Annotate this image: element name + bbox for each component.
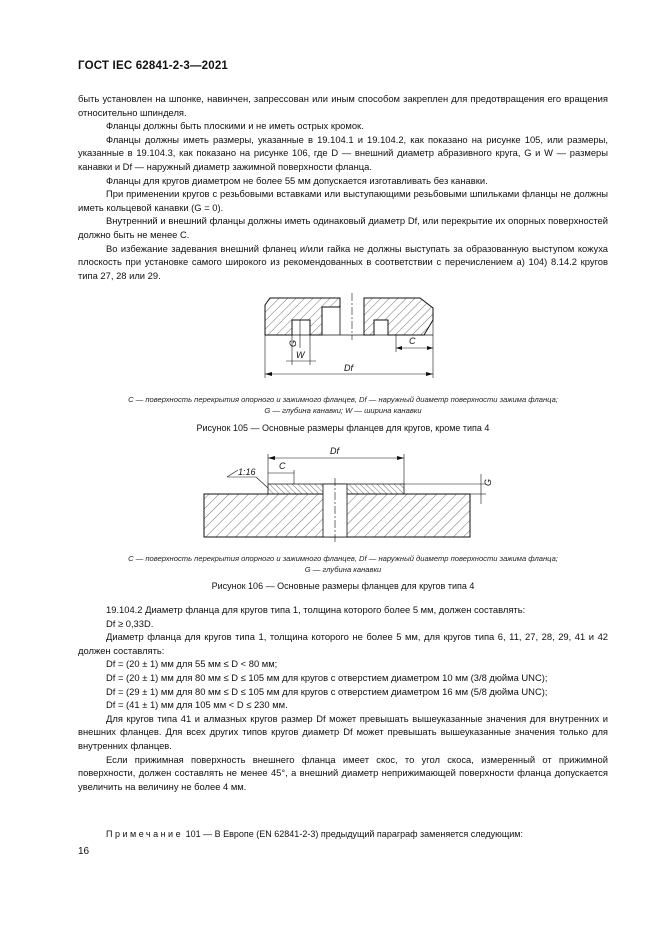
note-text: 101 — В Европе (EN 62841-2-3) предыдущий параграф заменяется следующим: bbox=[183, 829, 523, 839]
section-line-s5: Df = (20 ± 1) мм для 80 мм ≤ D ≤ 105 мм для кругов с отверстием диаметром 10 мм (3/8 дюйма UNC); bbox=[106, 671, 548, 683]
fig105-legend-line-2: G — глубина канавки; W — ширина канавки bbox=[264, 406, 422, 415]
fig106-label-slope: 1:16 bbox=[238, 467, 256, 477]
fig105-label-df: Df bbox=[344, 363, 353, 373]
note-label: Примечание bbox=[106, 829, 184, 839]
figure-105-legend bbox=[78, 394, 608, 416]
section-line-s9: Если прижимная поверхность внешнего фланца имеет скос, то угол скоса, измеренный от прижимной поверхности, должен составлять не менее 45°, а внешний диаметр неприжимающей поверхности фланца допускается увеличить на величину не более 4 мм. bbox=[78, 753, 608, 792]
paragraph-p4: Фланцы для кругов диаметром не более 55 мм допускается изготавливать без канавки. bbox=[106, 174, 488, 186]
fig106-legend-line-2: G — глубина канавки bbox=[304, 565, 382, 574]
fig106-legend-line-1: C — поверхность перекрытия опорного и зажимного фланцев, Df — наружный диаметр поверхности зажима фланца; bbox=[128, 554, 558, 563]
fig105-label-c: C bbox=[409, 336, 416, 346]
note-101 bbox=[106, 829, 606, 839]
fig106-label-c: C bbox=[279, 461, 286, 471]
page-number: 16 bbox=[78, 846, 90, 857]
figure-106-legend bbox=[78, 553, 608, 575]
paragraph-p5: При применении кругов с резьбовыми вставками или выступающими резьбовыми шпильками фланцы не должны иметь кольцевой канавки (G = 0). bbox=[78, 188, 608, 213]
figure-106-caption: Рисунок 106 — Основные размеры фланцев для кругов типа 4 bbox=[211, 581, 475, 591]
paragraph-p6: Внутренний и внешний фланцы должны иметь одинаковый диаметр Df, или перекрытие их опорных поверхностей должно быть не менее C. bbox=[78, 215, 608, 240]
section-line-s4: Df = (20 ± 1) мм для 55 мм ≤ D < 80 мм; bbox=[106, 658, 278, 670]
section-line-s1: 19.104.2 Диаметр фланца для кругов типа 1, толщина которого более 5 мм, должен составлять: bbox=[106, 604, 526, 615]
flange-105-left-body bbox=[265, 298, 340, 335]
section-line-s6: Df = (29 ± 1) мм для 80 мм ≤ D ≤ 105 мм для кругов с отверстием диаметром 16 мм (5/8 дюйма UNC); bbox=[106, 685, 548, 697]
paragraph-p7: Во избежание задевания внешний фланец и/или гайка не должны выступать за образованную выступом кожуха плоскость при установке самого широкого из рекомендованных в соответствии с перечислением а) 104) 8.14.2 кругов типа 27, 28 или 29. bbox=[78, 242, 608, 281]
fig105-legend-line-1: C — поверхность перекрытия опорного и зажимного фланцев, Df — наружный диаметр поверхности зажима фланца; bbox=[128, 395, 558, 404]
paragraph-p3: Фланцы должны иметь размеры, указанные в 19.104.1 и 19.104.2, как показано на рисунке 105, или размеры, указанные в 19.104.3, как показано на рисунке 106, где D — внешний диаметр абразивного круга, G и W — размеры канавки и Df — наружный диаметр зажимной поверхности фланца. bbox=[78, 133, 608, 172]
document-header: ГОСТ IEC 62841-2-3—2021 bbox=[78, 60, 229, 72]
section-line-s8: Для кругов типа 41 и алмазных кругов размер Df может превышать вышеуказанные значения для внутренних и внешних фланцев. Для всех других типов кругов диаметр Df может превышать вышеуказанные значения только для внутренних фланцев. bbox=[78, 712, 608, 751]
section-line-s2: Df ≥ 0,33D. bbox=[106, 617, 154, 629]
fig106-label-df: Df bbox=[330, 446, 339, 456]
intro-text bbox=[78, 92, 608, 282]
figure-105-drawing bbox=[0, 290, 661, 390]
paragraph-p1: быть установлен на шпонке, навинчен, запрессован или иным способом закреплен для предотвращения его вращения относительно шпинделя. bbox=[78, 93, 608, 118]
fig105-label-g: G bbox=[288, 339, 298, 347]
figure-105-caption: Рисунок 105 — Основные размеры фланцев для кругов, кроме типа 4 bbox=[196, 423, 490, 433]
section-19-104-2 bbox=[78, 603, 608, 793]
paragraph-p2: Фланцы должны быть плоскими и не иметь острых кромок. bbox=[106, 120, 364, 132]
flange-105-right-body bbox=[364, 298, 433, 335]
fig105-label-w: W bbox=[296, 350, 305, 360]
figure-106-drawing bbox=[0, 440, 661, 550]
section-line-s7: Df = (41 ± 1) мм для 105 мм < D ≤ 230 мм. bbox=[106, 699, 288, 711]
section-line-s3: Диаметр фланца для кругов типа 1, толщина которого не более 5 мм, для кругов типа 6, 11, 27, 28, 29, 41 и 42 должен составлять: bbox=[78, 631, 608, 656]
fig106-label-g: G bbox=[483, 478, 493, 486]
